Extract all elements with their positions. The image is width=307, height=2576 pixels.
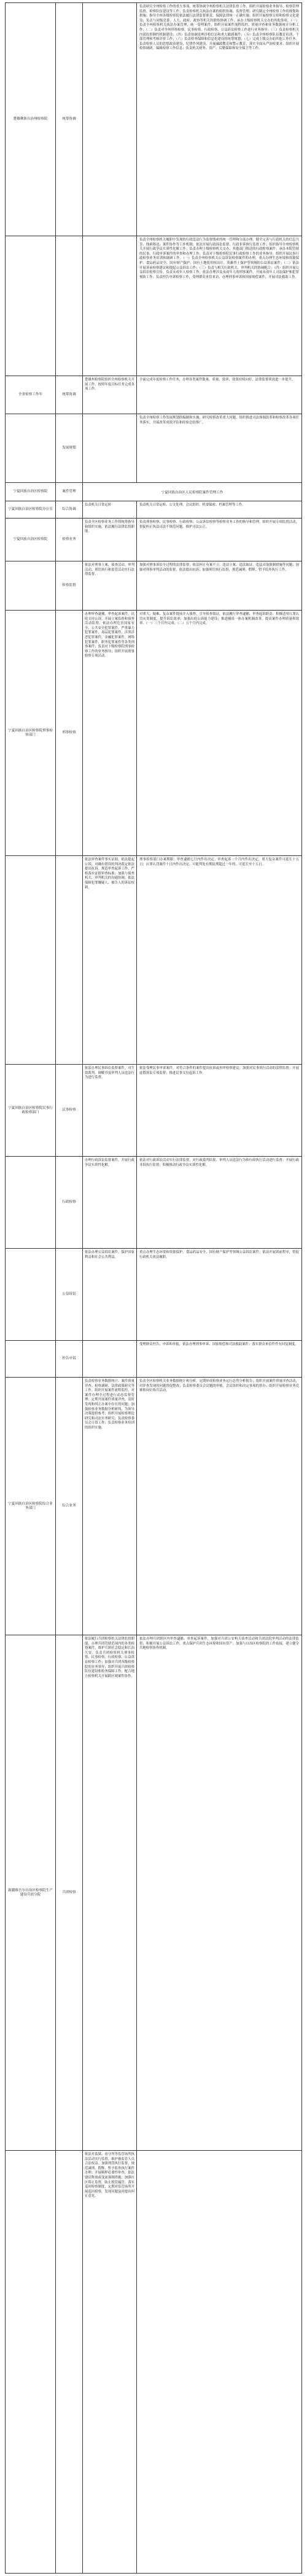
category-cell	[56, 2151, 83, 2573]
content-cell: 办理审查逮捕、审查起诉案件，出庭支持公诉，开展立案监督和侦查活动监督。依法办理危害国家安全、公共安全犯罪案件，严重暴力犯罪案件，毒品犯罪案件，涉黑涉恶犯罪案件，金融犯罪案件，网络犯罪案件，职务犯罪案件等各类刑事案件；负责对下级检察院刑事检察工作的业务指导；组织开展刑事检察专项活动。	[83, 611, 137, 855]
unit-cell	[6, 236, 56, 376]
content-cell: 负责全区检察业务工作的统筹指导和组织实施，依法履行法律监督职能。	[83, 519, 137, 561]
category-cell: 兵团检察	[56, 1635, 83, 2150]
unit-cell	[6, 561, 56, 610]
unit-cell: 宁夏回族自治区检察院办公室	[6, 501, 56, 518]
table-row	[6, 611, 301, 856]
content-cell	[83, 1341, 137, 1377]
table-row	[6, 856, 301, 1065]
detail-cell: 负责刑事检察、民事检察、行政检察、公益诉讼检察等检察业务工作的指导和管理，组织开展专项监督活动，督促纠正执法司法不规范问题，维护司法公正。	[139, 520, 299, 529]
table-row	[6, 501, 301, 519]
unit-cell	[6, 414, 56, 482]
table-row	[6, 376, 301, 414]
content-cell: 依法办理公益诉讼案件，保护国家利益和社会公共利益。	[83, 1249, 137, 1340]
content-cell: 依法对刑事立案、侦查活动、审判活动、刑罚执行和监管活动实行法律监督。	[83, 561, 137, 610]
content-cell: 楚雄州检察院组织全州检察机关开展工作，按照年度目标任务完成各项工作。	[83, 376, 137, 414]
unit-cell	[6, 1157, 56, 1248]
table-row	[6, 236, 301, 376]
unit-cell	[6, 1249, 56, 1340]
detail-cell: 加强对刑事诉讼全过程的法律监督，依法纠正有案不立、违法立案、违法取证、违法采取强制措施等问题；加强对刑事审判活动的监督，依法提出抗诉；加强刑罚执行监督，规范减刑、假释、暂予监外执行工作。	[139, 563, 299, 572]
content-cell: 依法办理民事诉讼监督案件，对生效裁判、调解书及审判人员违法行为进行监督。	[83, 1065, 137, 1156]
detail-cell: 重点办理生态环境和资源保护、食品药品安全、国有财产保护等领域公益诉讼案件；依法开展诉前程序，督促行政机关依法履职。	[139, 1251, 299, 1259]
content-cell	[83, 414, 137, 482]
detail-cell: 受理群众控告、申诉和举报，依法办理刑事申诉、国家赔偿和司法救助案件；落实群众来信件件有回复制度。	[139, 1343, 298, 1346]
detail-cell: 负责研究全州检察工作的重大事项，统筹协调全州检察机关法律监督工作，组织开展检察业务指导、检察管理监督、检察队伍建设等工作；负责检察机关执法办案的组织协调、监督管理；研究制定全州检察工作的规划和措施；指导全州各级检察院依法履行法律监督职责，保障法律统一正确实施；组织开展检察宣传和检察文化建设；负责与同级党委、人大、政府、政协等机关的联络协调工作；承办上级检察机关交办的其他事项。（一）负责全州检察机关执法办案管理，统一受理案件，组织开展案件流程监控、质量评查和业务数据统计分析工作；（二）负责对全州刑事检察、民事检察、行政检察、公益诉讼检察工作进行业务指导；（三）负责检察机关内部监督制约机制建设；（四）负责协调处理涉检信访和重大敏感案件；（五）负责全州检察队伍教育培训、干部管理和考核评价工作；（六）负责检务保障和信息化建设的统筹规划；（七）完成上级交办的其他工作任务。负责检察人员的思想政治建设、纪律作风建设，开展廉政教育和警示教育，落实全面从严治检要求；组织开展检察调研，编辑检察工作信息；负责机关财务、资产、后勤保障和安全保卫等工作。	[139, 5, 299, 51]
detail-cell: 全面完成年度检察工作任务，办理各类案件数量、质量、效率、效果持续向好，法律监督质效进一步提升。	[139, 378, 295, 382]
category-cell: 公益诉讼	[56, 1249, 83, 1340]
category-cell: 行政检察	[56, 1157, 83, 1248]
detail-cell: 刑事检察部门办案期限：审查逮捕七日内作出决定；审查起诉一个月内作出决定，重大复杂案件可延长十五日；认罪认罚案件十日内作出决定，可能判处有期徒刑超过一年的，可延长至十五日。	[139, 858, 299, 866]
content-cell: 依法审查案件事实证据，依法提起公诉，对确有错误的判决裁定依法提出抗诉。规范审查起诉工作，严格落实证据审查标准；加强与侦查机关、审判机关的沟通协调；依法保障犯罪嫌疑人、被告人的诉讼权利。	[83, 856, 137, 1064]
content-cell	[83, 236, 137, 376]
unit-cell: 宁夏回族自治区检察院刑事检察部门	[6, 611, 56, 855]
detail-cell: 负责机关日常运转、公文处理、会议组织、机要保密、档案管理等工作。	[139, 503, 246, 507]
content-cell: 依法对监狱、看守所等监管场所执法活动实行监督，维护被监管人员合法权益。加强刑罚执行监督，规范减刑、假释、暂予监外执行案件办理；开展羁押必要性审查，依法建议释放或变更强制措施；加强社区矫正监督，防止脱管漏管。落实巡回检察制度，定期对监管场所开展巡回检察，发现问题及时提出纠正意见。	[83, 2151, 137, 2573]
table-row	[6, 519, 301, 561]
content-cell: 依法履行兵团检察机关法律监督职能，办理兵团管辖范围内的各类检察案件，维护兵团社会稳定和长治久安。负责兵团检察机关刑事检察、民事检察、行政检察、公益诉讼检察工作；加强对兵团各级检察院的业务领导；组织开展兵团检察队伍建设和检务保障工作；配合地方检察机关开展跨区域案件协作。	[83, 1635, 137, 2150]
detail-cell	[137, 2151, 301, 2573]
category-cell: 控告申诉	[56, 1341, 83, 1377]
unit-cell: 宁夏回族自治区检察院民事行政检察部门	[6, 1065, 56, 1156]
table-row	[6, 1341, 301, 1378]
detail-cell: 依法受理民事申诉案件，对符合条件的案件提出抗诉或再审检察建议；加强对民事执行活动的法律监督；开展虚假诉讼专项监督；推进民事支持起诉工作。	[139, 1066, 299, 1075]
content-cell: 负责机关日常运转	[83, 501, 137, 518]
unit-cell: 全省检察工作年	[6, 376, 56, 414]
category-cell: 检察业务	[56, 519, 83, 561]
category-cell: 刑事检察	[56, 611, 83, 855]
table-row	[6, 1065, 301, 1157]
detail-cell: 负责全州检察机关履职中发现的行政违法行为监督线索的统一管理和分流办理，健全完善与行政机关的信息共享、线索移送、案件协作等工作机制；依法开展行政诉讼监督、行政非诉执行监督工作；组织指导全州检察机关开展行政争议实质性化解工作；负责办理上级检察机关交办、其他部门移送的行政检察案件；承办本院管辖的民事、行政申诉案件的审查和办理工作；负责对下级检察院民事行政检察工作的业务指导；组织开展民事行政检察业务培训和调研工作。（一）负责全州检察机关公益诉讼检察案件的办理，重点办理生态环境和资源保护、食品药品安全、国有财产保护、国有土地使用权出让、英雄烈士保护等领域的公益诉讼案件；（二）依法开展诉前检察建议和提起公益诉讼工作；（三）负责与相关行政机关、审判机关的协调配合；（四）组织开展公益诉讼检察宣传。负责未成年人检察工作，依法办理涉及未成年人的刑事案件，开展未成年人司法保护和犯罪预防工作；负责控告申诉检察工作，受理群众来信来访，办理刑事申诉和国家赔偿案件，开展司法救助工作。	[139, 238, 299, 279]
unit-cell: 新疆维吾尔自治区检察院生产建设兵团分院	[6, 1635, 56, 2150]
detail-cell: 负责全州检察工作发展规划的编制和实施，研究检察改革重大问题，组织推进司法体制改革和检察改革各项任务落实，开展改革成效评估和经验总结推广。	[139, 416, 299, 425]
detail-cell: 依法对行政诉讼活动实行法律监督，对行政裁判结果、审判人员违法行为和行政执行活动进行监督；开展行政非诉执行监督；积极推动行政争议实质性化解。	[139, 1159, 299, 1167]
table-row	[6, 1378, 301, 1635]
unit-cell: 宁夏回族自治区检察院	[6, 483, 56, 501]
category-cell	[56, 856, 83, 1064]
table-row	[6, 3, 301, 236]
table-row	[6, 561, 301, 611]
detail-cell: 对重大、疑难、复杂案件提前介入侦查，引导侦查取证，依法履行审查逮捕、审查起诉职责；积极适用认罪认罚从宽制度，提升诉讼效率；加强出庭公诉能力建设；推进捕诉一体办案机制改革，提高案件办理质量和效率。（一）三个月内完成；（二）五个月内完成。	[139, 612, 299, 626]
category-cell: 统筹协调	[56, 3, 83, 236]
detail-cell: 依法办理兵团辖区内审查逮捕、审查起诉案件，加强对兵团公安机关侦查活动和兵团法院审判活动的法律监督；积极开展公益诉讼工作，重点保护兵团生态环境和国有资产；加强与自治区检察院的工作衔接，建立健全兵地检察协作机制。	[139, 1637, 299, 1651]
content-cell: 办理行政诉讼监督案件，开展行政争议实质性化解。	[83, 1157, 137, 1248]
category-cell	[56, 236, 83, 376]
unit-cell	[6, 2151, 56, 2573]
category-cell: 民事检察	[56, 1065, 83, 1156]
category-cell: 检察监督	[56, 561, 83, 610]
table-row	[6, 1249, 301, 1341]
unit-cell: 宁夏回族自治区检察院	[6, 519, 56, 561]
unit-cell: 楚雄彝族自治州检察院	[6, 3, 56, 236]
table-row	[6, 1635, 301, 2151]
table-row	[6, 1157, 301, 1249]
category-cell: 综合协调	[56, 501, 83, 518]
document-table	[5, 2, 302, 2574]
merged-cell: 宁夏回族自治区人民检察院案件管理工作	[161, 490, 223, 495]
table-row	[6, 483, 301, 501]
detail-cell: 负责全区检察机关业务数据统计和分析，定期形成检察业务运行态势分析报告；组织开展案件质量评查活动，对评查发现的问题督促整改；负责检察委员会议题的审核、会议组织和决定事项的督办；组织开展检察业务竞赛和岗位练兵活动。	[139, 1379, 299, 1393]
unit-cell	[6, 1341, 56, 1377]
table-row	[6, 414, 301, 483]
table-row	[6, 2151, 301, 2573]
category-cell: 统筹协调	[56, 376, 83, 414]
category-cell: 综合业务	[56, 1378, 83, 1635]
unit-cell: 宁夏回族自治区检察院综合业务部门	[6, 1378, 56, 1635]
content-cell: 负责检察业务数据统计、案件质量评查、检察调研、法律政策研究等工作。组织开展案件流程监控，对案件办理全过程进行动态监督管理；定期开展案件质量评查，及时发现和纠正办案中存在的问题；加强检察业务数据分析研判，为领导决策提供参考；组织开展检察理论研究和司法实务研究；负责检察委员会日常工作；负责检察业务培训的组织实施。	[83, 1378, 137, 1635]
category-cell: 案件管理	[56, 483, 83, 501]
content-cell	[83, 3, 137, 236]
category-cell: 发展规划	[56, 414, 83, 482]
unit-cell	[6, 856, 56, 1064]
